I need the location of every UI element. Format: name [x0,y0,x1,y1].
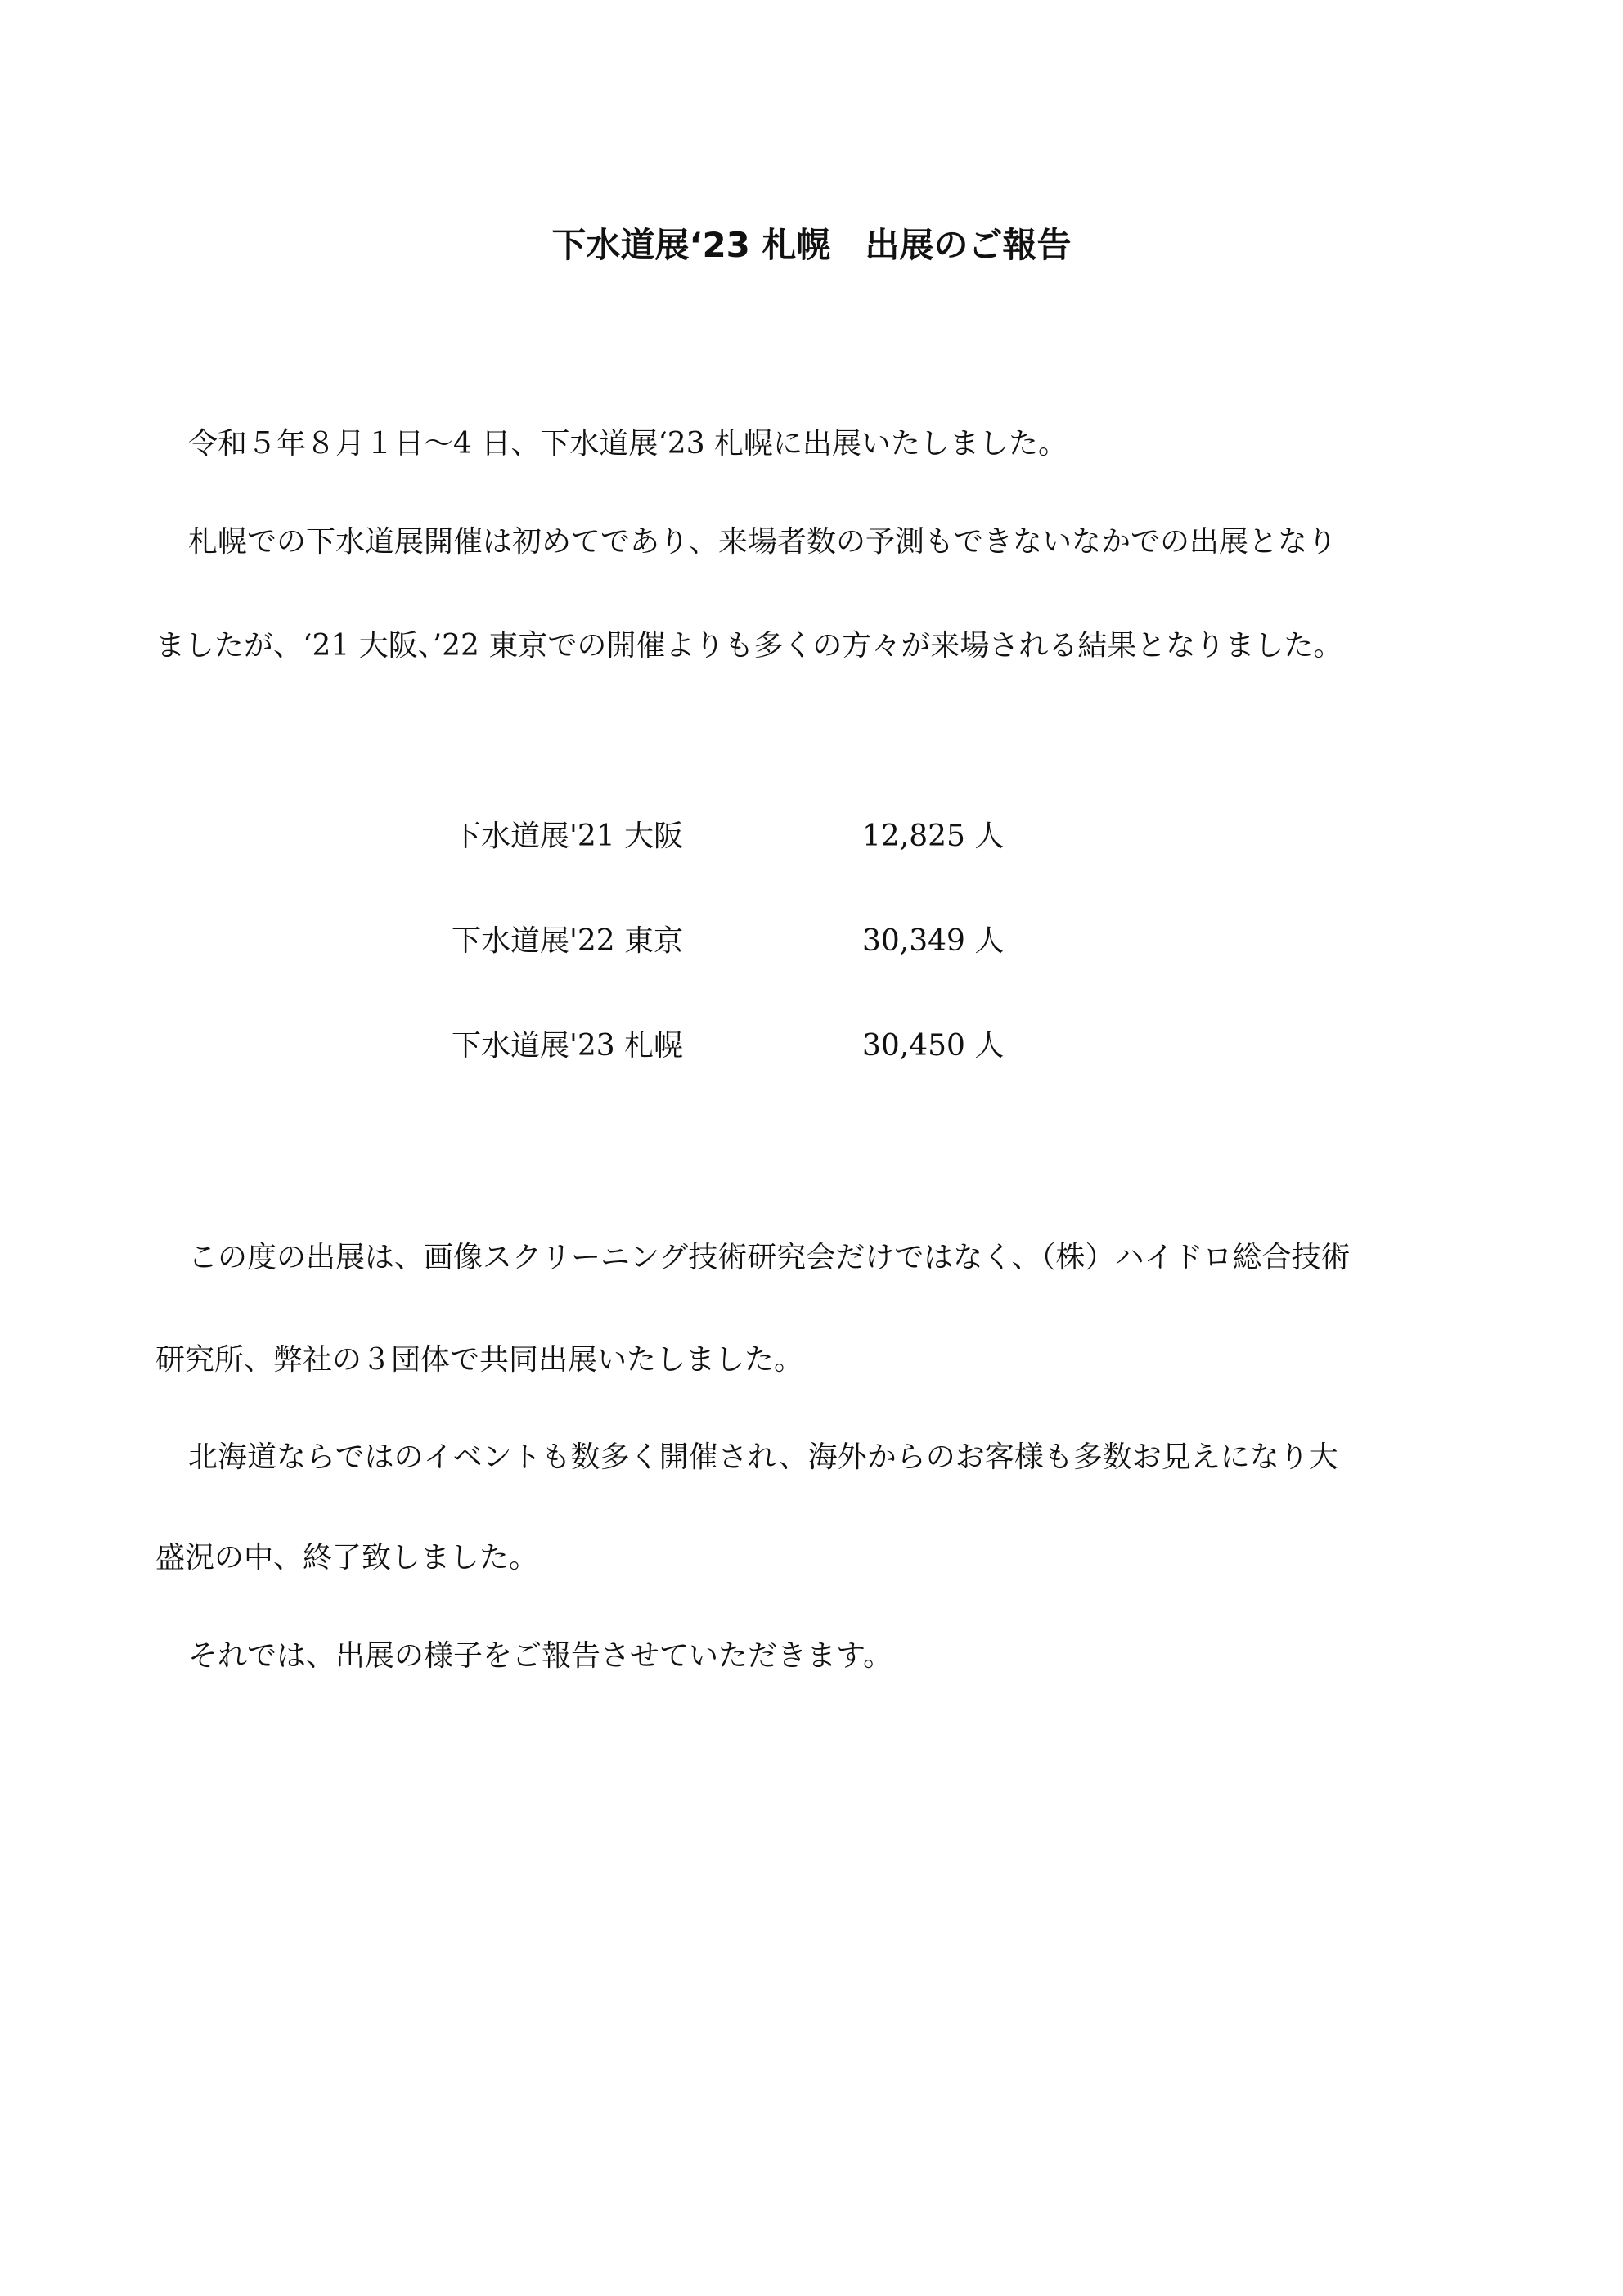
closing-paragraph-2-line-2: 盛況の中、終了致しました。 [155,1541,539,1575]
attendance-event-name: 下水道展'23 札幌 [452,1029,684,1063]
attendance-row [452,917,1188,1022]
closing-paragraph-1-line-1: この度の出展は、画像スクリーニング技術研究会だけではなく、（株）ハイドロ総合技術 [188,1241,1351,1274]
attendance-row [452,1022,1188,1126]
closing-paragraph-3: それでは、出展の様子をご報告させていただきます。 [188,1639,893,1673]
attendance-list [452,812,1188,1126]
attendance-visitor-count: 12,825 人 [862,820,1005,853]
attendance-visitor-count: 30,450 人 [862,1029,1005,1063]
attendance-visitor-count: 30,349 人 [862,924,1005,958]
attendance-event-name: 下水道展'22 東京 [452,924,684,958]
intro-paragraph-2-line-1: 札幌での下水道展開催は初めてであり、来場者数の予測もできないなかでの出展となり [188,525,1338,559]
attendance-row [452,812,1188,917]
attendance-event-name: 下水道展'21 大阪 [452,820,684,853]
page-title: 下水道展‘23 札幌 出展のご報告 [551,225,1072,265]
closing-paragraph-2-line-1: 北海道ならではのイベントも数多く開催され、海外からのお客様も多数お見えになり大 [188,1440,1338,1474]
intro-paragraph-2-line-2: ましたが、‘21 大阪、’22 東京での開催よりも多くの方々が来場される結果となりました。 [155,629,1343,663]
intro-paragraph-1: 令和５年８月１日～4 日、下水道展‘23 札幌に出展いたしました。 [188,427,1068,461]
closing-paragraph-1-line-2: 研究所、弊社の３団体で共同出展いたしました。 [155,1343,804,1377]
